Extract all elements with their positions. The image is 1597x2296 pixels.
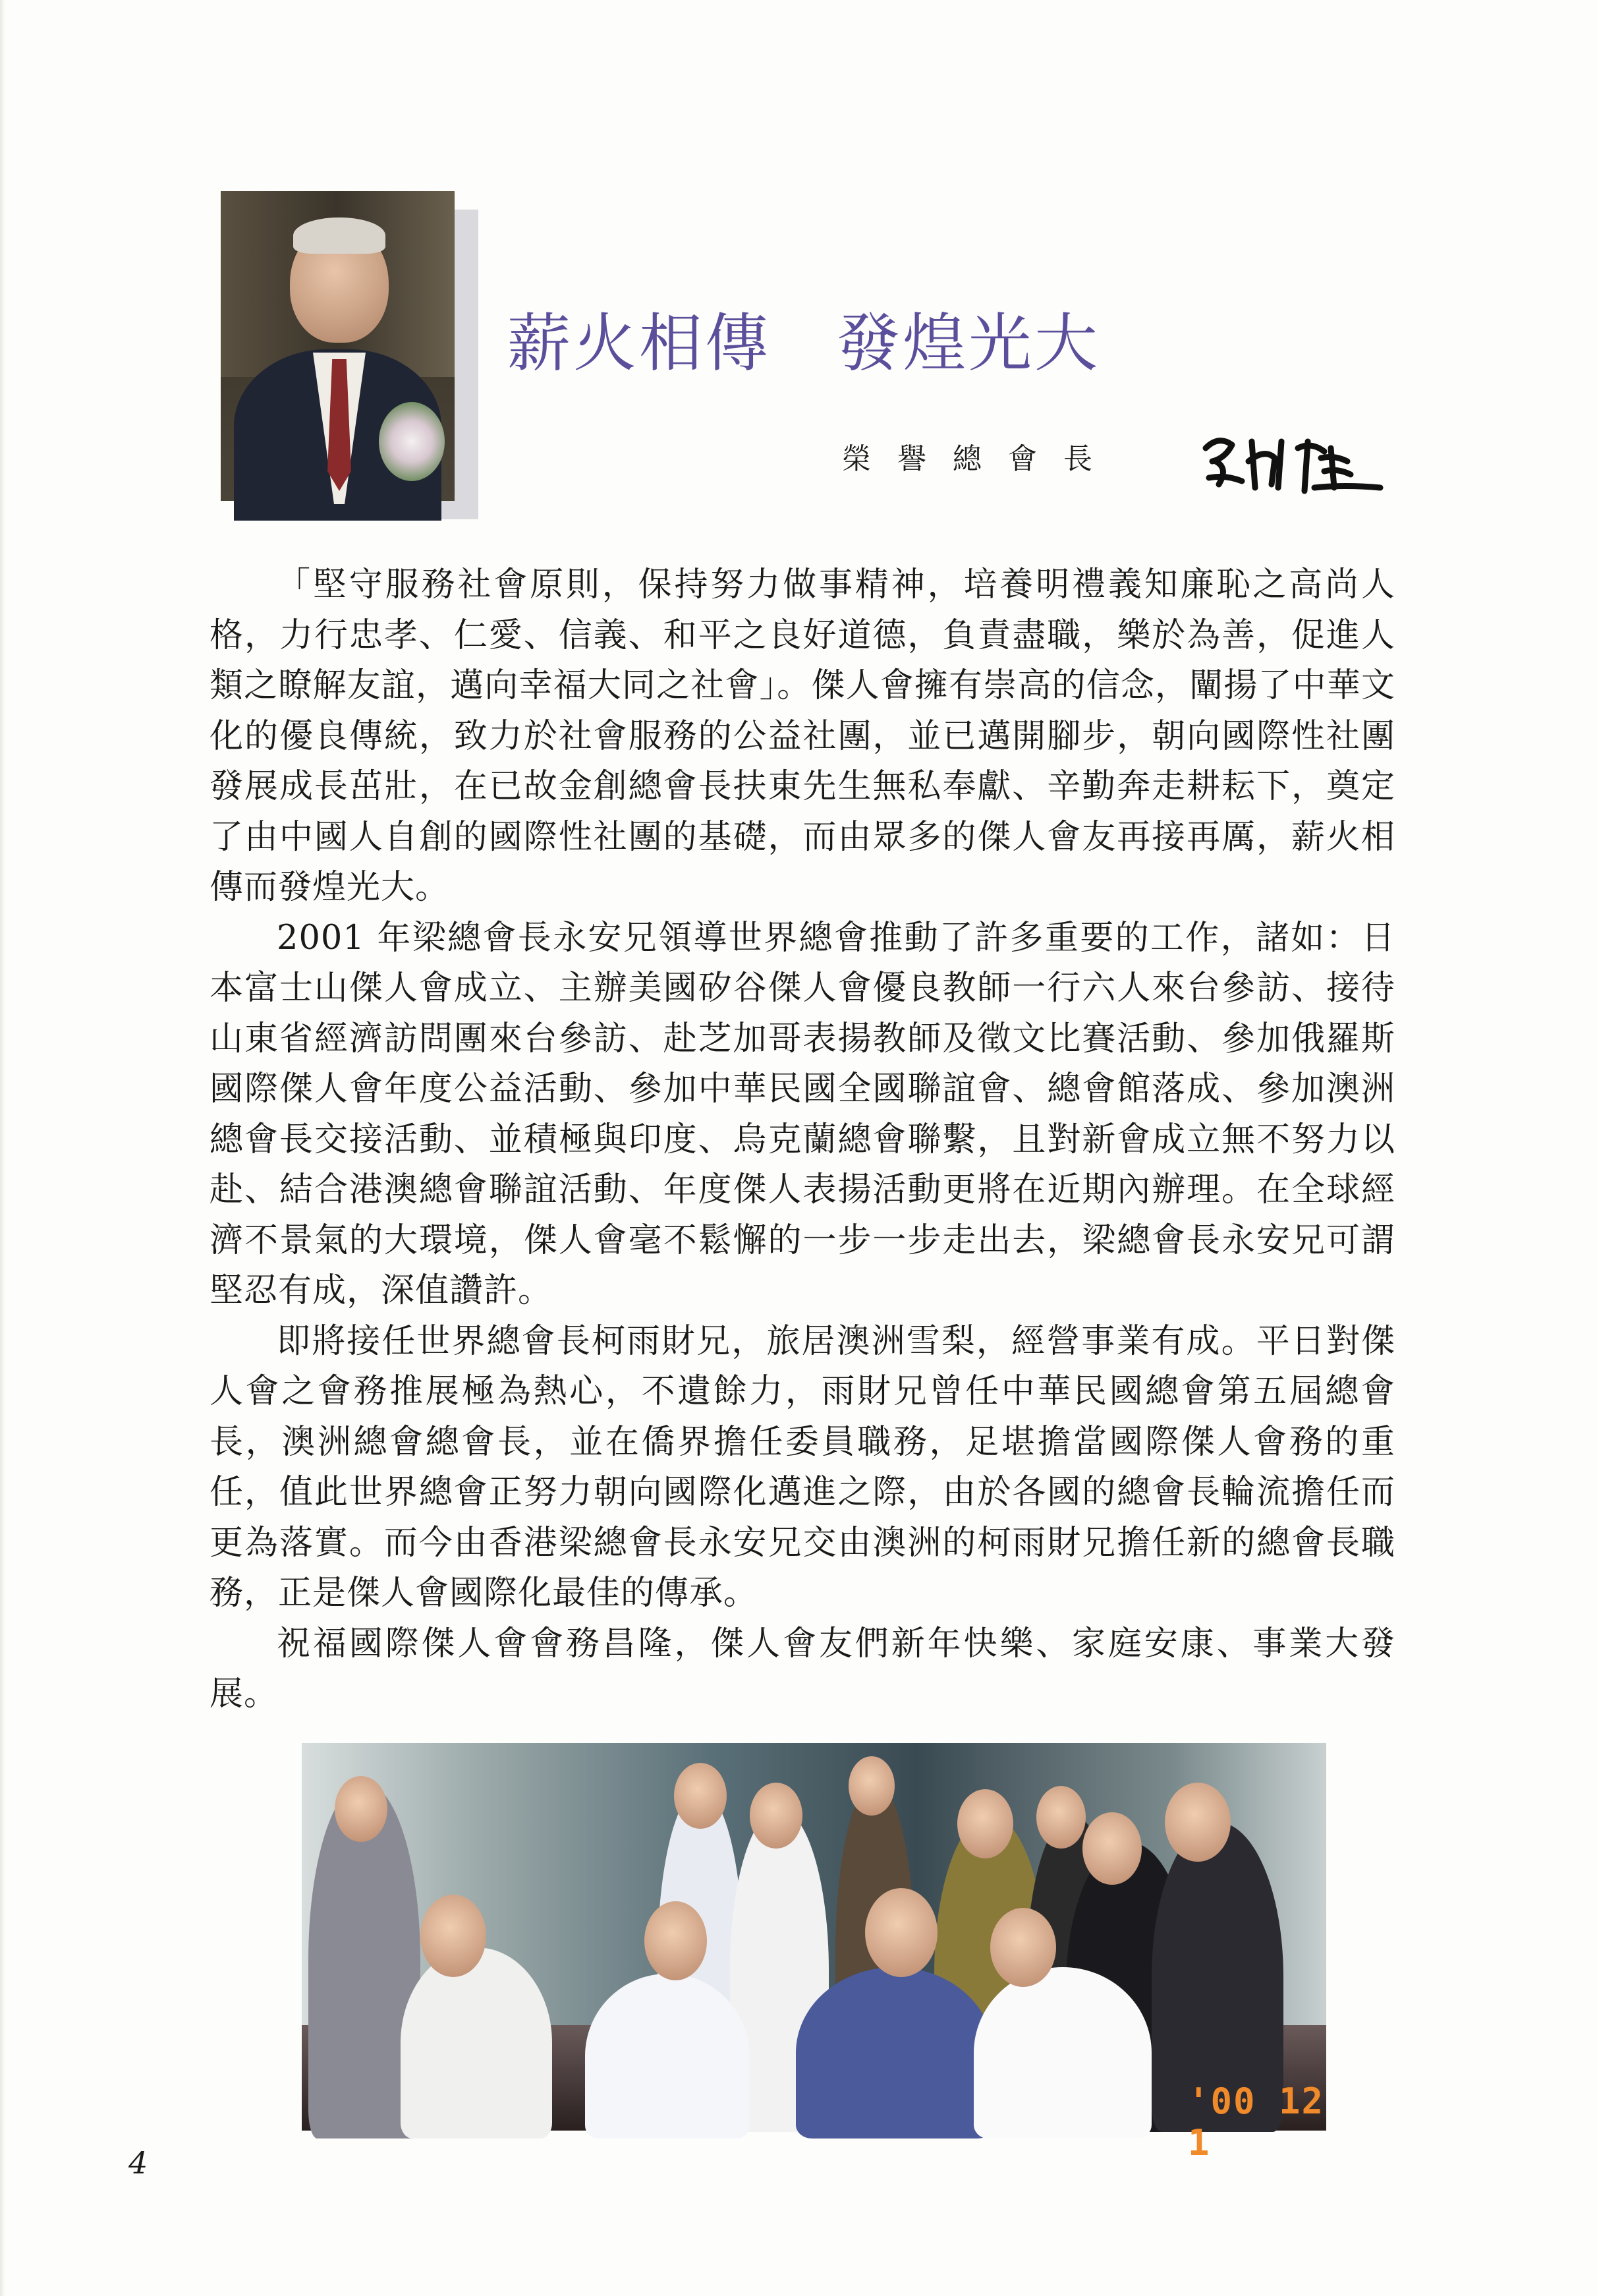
author-signature bbox=[1192, 422, 1390, 501]
group-photo bbox=[302, 1743, 1326, 2164]
paragraph-4: 祝福國際傑人會會務昌隆，傑人會友們新年快樂、家庭安康、事業大發展。 bbox=[210, 1624, 1395, 1713]
page-number: 4 bbox=[128, 2145, 148, 2181]
page-title: 薪火相傳 發煌光大 bbox=[507, 306, 1100, 380]
article-body bbox=[210, 560, 1395, 1720]
scan-edge bbox=[0, 0, 5, 2296]
author-byline: 榮譽總會長 bbox=[842, 442, 1119, 476]
photo-date-stamp: '00 12 1 bbox=[1188, 2081, 1325, 2164]
paragraph-3: 即將接任世界總會長柯雨財兄，旅居澳洲雪梨，經營事業有成。平日對傑人會之會務推展極為熱心，不遺餘力，雨財兄曾任中華民國總會第五屆總會長，澳洲總會總會長，並在僑界擔任委員職務，足堪擔當國際傑人會務的重任，值此世界總會正努力朝向國際化邁進之際，由於各國的總會長輪流擔任而更為落實。而今由香港梁總會長永安兄交由澳洲的柯雨財兄擔任新的總會長職務，正是傑人會國際化最佳的傳承。 bbox=[210, 1321, 1395, 1613]
paragraph-1: 「堅守服務社會原則，保持努力做事精神，培養明禮義知廉恥之高尚人格，力行忠孝、仁愛、信義、和平之良好道德，負責盡職，樂於為善，促進人類之瞭解友誼，邁向幸福大同之社會」。傑人會擁有崇高的信念，闡揚了中華文化的優良傳統，致力於社會服務的公益社團，並已邁開腳步，朝向國際性社團發展成長茁壯，在已故金創總會長扶東先生無私奉獻、辛勤奔走耕耘下，奠定了由中國人自創的國際性社團的基礎，而由眾多的傑人會友再接再厲，薪火相傳而發煌光大。 bbox=[210, 565, 1395, 907]
portrait-photo bbox=[221, 191, 455, 501]
paragraph-2: 2001 年梁總會長永安兄領導世界總會推動了許多重要的工作，諸如：日本富士山傑人會成立、主辦美國矽谷傑人會優良教師一行六人來台參訪、接待山東省經濟訪問團來台參訪、赴芝加哥表揚教師及徵文比賽活動、參加俄羅斯國際傑人會年度公益活動、參加中華民國全國聯誼會、總會館落成、參加澳洲總會長交接活動、並積極與印度、烏克蘭總會聯繫，且對新會成立無不努力以赴、結合港澳總會聯誼活動、年度傑人表揚活動更將在近期內辦理。在全球經濟不景氣的大環境，傑人會毫不鬆懈的一步一步走出去，梁總會長永安兄可謂堅忍有成，深值讚許。 bbox=[210, 918, 1395, 1310]
